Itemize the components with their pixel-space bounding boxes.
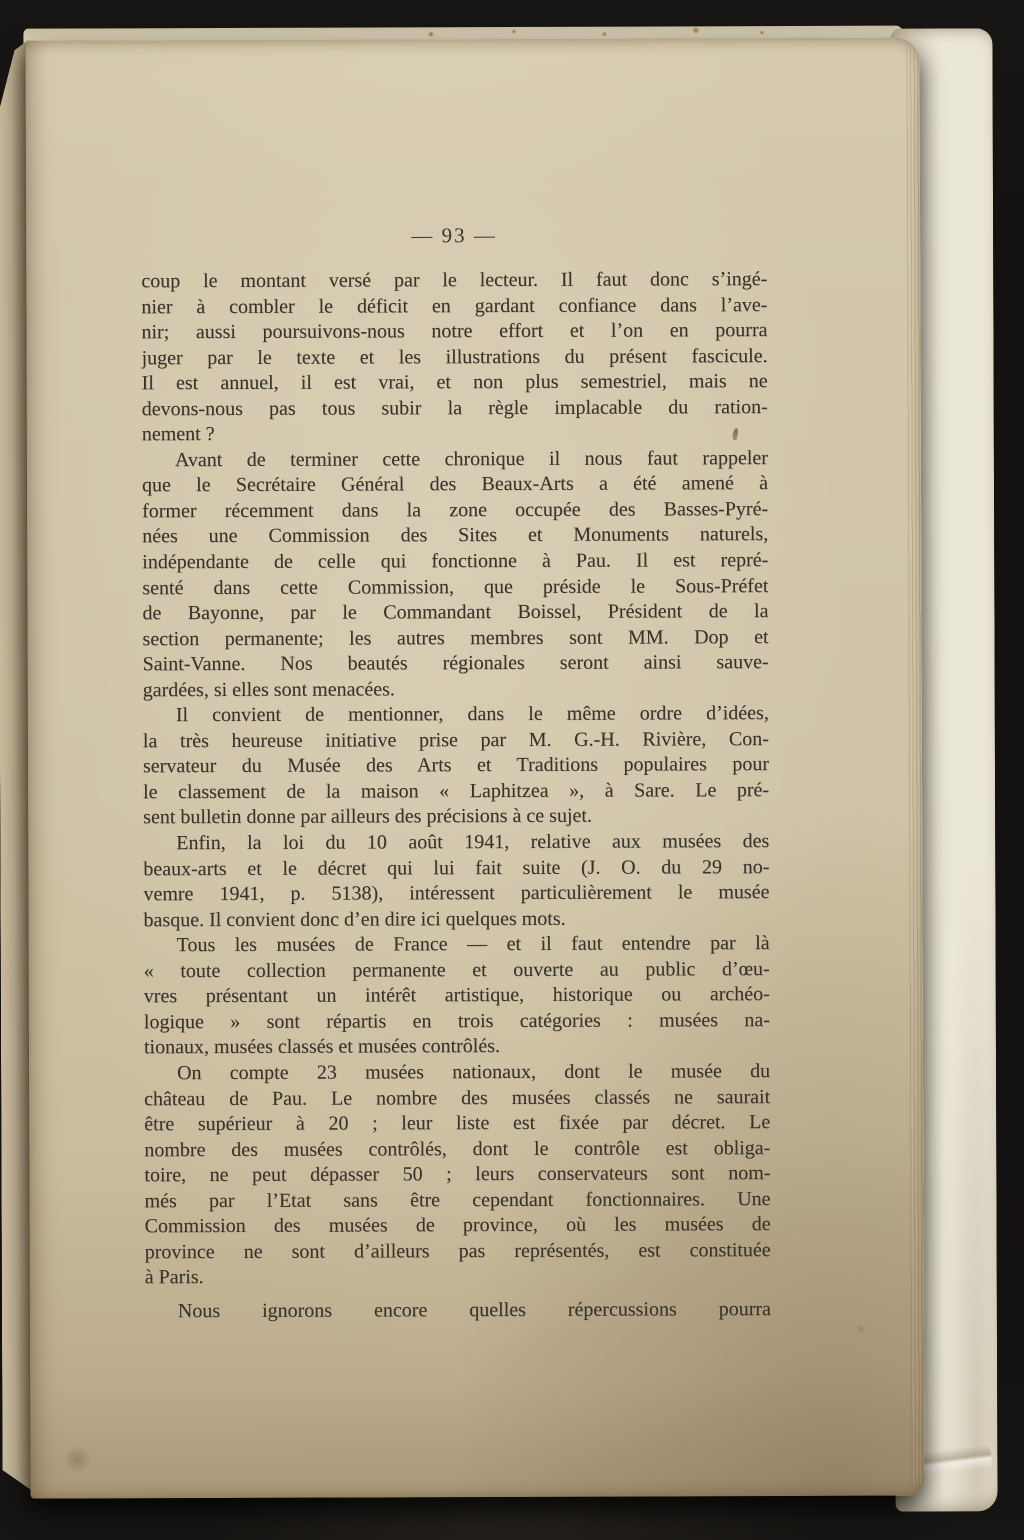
text-line: servateur du Musée des Arts et Traditions populaires pour (142, 753, 770, 778)
text-line: Avant de terminer cette chronique il nous faut rappeler (174, 446, 768, 472)
paragraph (145, 1297, 771, 1325)
text-line: devons-nous pas tous subir la règle implacable du ration- (141, 395, 768, 421)
text-line: Commission des musées de province, où les musées de (144, 1213, 771, 1238)
text-line: senté dans cette Commission, que préside le Sous-Préfet (142, 574, 769, 599)
text-line: section permanente; les autres membres sont MM. Dop et (142, 625, 769, 650)
text-line: Il est annuel, il est vrai, et non plus semestriel, mais ne (141, 370, 768, 395)
foxing-spot (691, 27, 700, 33)
text-line: nombre des musées contrôlés, dont le contrôle est obliga- (144, 1136, 771, 1161)
text-line: le classement de la maison « Laphitzea », à Sare. Le pré- (143, 779, 770, 804)
text-line: sent bulletin donne par ailleurs des précisions à ce sujet. (143, 805, 592, 829)
book-page (25, 38, 924, 1499)
text-line: Tous les musées de France — et il faut entendre par là (176, 932, 770, 957)
paragraph (143, 701, 769, 831)
text-line: vres présentant un intérêt artistique, historique ou archéo- (143, 983, 770, 1008)
foxing-spot (511, 29, 516, 34)
text-line: Il convient de mentionner, dans le même ordre d’idées, (175, 702, 769, 727)
text-line: basque. Il convient donc d’en dire ici quelques mots. (143, 907, 566, 931)
text-line: que le Secrétaire Général des Beaux-Arts a été amené à (141, 472, 769, 497)
text-line: indépendante de celle qui fonctionne à Pau. Il est repré- (142, 549, 769, 574)
paper-stain (856, 1324, 866, 1334)
foxing-spot (427, 31, 434, 37)
text-line: « toute collection permanente et ouverte au public d’œu- (143, 957, 770, 983)
text-line: vemre 1941, p. 5138), intéressent particulièrement le musée (143, 881, 770, 906)
text-line: toire, ne peut dépasser 50 ; leurs conservateurs sont nom- (144, 1162, 771, 1187)
paragraph (144, 1059, 771, 1291)
text-line: Nous ignorons encore quelles répercussions pourra (177, 1297, 771, 1323)
text-line: juger par le texte et les illustrations du présent fascicule. (141, 344, 768, 369)
foxing-spot (759, 30, 764, 35)
page-text (141, 267, 771, 1325)
text-line: coup le montant versé par le lecteur. Il faut donc s’ingé- (141, 268, 768, 293)
foxing-spot (601, 32, 607, 37)
text-line: tionaux, musées classés et musées contrôlés. (143, 1035, 501, 1059)
text-line: former récemment dans la zone occupée des Basses-Pyré- (142, 498, 769, 523)
text-line: la très heureuse initiative prise par M. G.-H. Rivière, Con- (142, 727, 769, 753)
text-line: més par l’Etat sans être cependant fonctionnaires. Une (144, 1187, 771, 1212)
paragraph (141, 267, 768, 448)
paragraph (142, 446, 769, 704)
text-line: nier à combler le déficit en gardant confiance dans l’ave- (141, 293, 768, 318)
text-line: On compte 23 musées nationaux, dont le musée du (177, 1060, 771, 1085)
text-line: province ne sont d’ailleurs pas représentés, est constituée (144, 1238, 771, 1264)
text-line: nir; aussi poursuivons-nous notre effort et l’on en pourra (141, 319, 768, 344)
text-line: être supérieur à 20 ; leur liste est fixée par décret. Le (144, 1111, 771, 1136)
paragraph (144, 931, 770, 1061)
text-line: à Paris. (144, 1266, 204, 1289)
paragraph (143, 829, 769, 933)
text-line: Saint-Vanne. Nos beautés régionales seront ainsi sauve- (142, 651, 769, 676)
text-line: château de Pau. Le nombre des musées classés ne saurait (144, 1085, 771, 1110)
text-line: de Bayonne, par le Commandant Boissel, Président de la (142, 600, 769, 625)
paper-stain (64, 1444, 90, 1474)
page-number: — 93 — (411, 223, 497, 248)
text-line: nement ? (141, 423, 215, 446)
text-line: logique » sont répartis en trois catégories : musées na- (143, 1008, 770, 1034)
text-line: Enfin, la loi du 10 août 1941, relative aux musées des (176, 830, 770, 855)
text-line: gardées, si elles sont menacées. (142, 678, 395, 702)
text-line: beaux-arts et le décret qui lui fait suite (J. O. du 29 no- (143, 855, 770, 880)
text-line: nées une Commission des Sites et Monuments naturels, (142, 523, 769, 548)
